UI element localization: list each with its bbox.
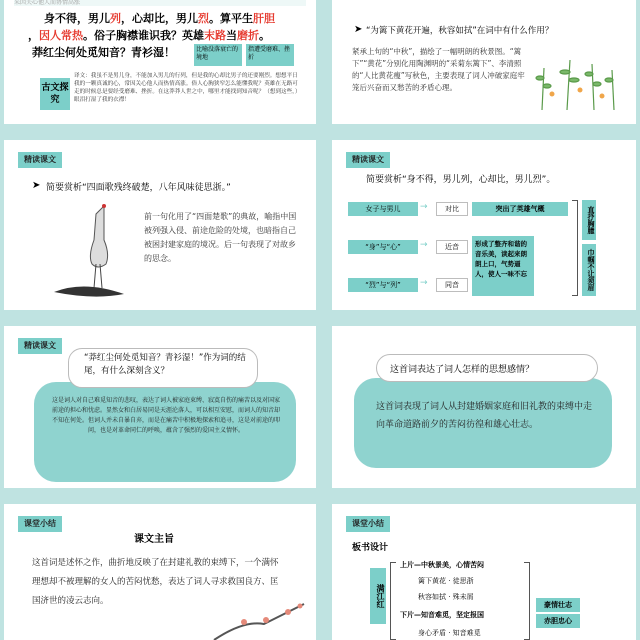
answer-text: 紧承上句的“中秋”，描绘了一幅明朗的秋景图。“篱下”“黄花”分别化用陶渊明的“采菊东篱下”、李清照的“人比黄花瘦”写秋色，主要表现了词人冲破家庭牢笼后兴奋而又愁苦的矛盾心理。	[352, 47, 525, 92]
bracket	[572, 200, 578, 296]
row-2-heading: 下片—知音难觅，坚定报国	[400, 611, 484, 619]
slide-yellow-flowers[interactable]	[332, 0, 636, 124]
section-tag: 课堂小结	[346, 516, 390, 532]
left-label-3: “烈”与“列”	[348, 278, 418, 292]
answer-text: 这首词表现了词人从封建婚姻家庭和旧礼教的束缚中走向革命道路前夕的苦闷彷徨和雄心壮志。	[376, 402, 593, 430]
poem-line-1: 身不得，男儿列，心却比，男儿烈。算平生肝胆	[44, 12, 275, 25]
heading-text: 简要赏析“四面歌残终破楚，八年风味徒思浙。”	[46, 183, 231, 193]
green-plants-icon	[532, 50, 622, 114]
row-2-item-a: 身心矛盾 · 知音难觅	[418, 629, 481, 637]
bracket-left	[390, 562, 396, 640]
vertical-label-1: 直抒胸臆	[582, 200, 596, 240]
result-box-2: 形成了整齐和谐的音乐美，读起来朗朗上口，气势逼人，使人一味不忘	[472, 236, 534, 296]
conclusion-2: 赤胆忠心	[536, 614, 580, 628]
slide-close-reading-2[interactable]	[332, 140, 636, 310]
left-label-2: “身”与“心”	[348, 240, 418, 254]
heading-text: 简要赏析“身不得，男儿列，心却比，男儿烈”。	[366, 175, 556, 185]
title-text: 课文主旨	[134, 534, 174, 545]
body-text: 前一句化用了“四面楚歌”的典故，喻指中国被列强入侵、前途危险的处境，也暗指自己被困封建家庭的境况。后一句表现了对故乡的思念。	[144, 212, 297, 263]
slide-thoughts-feelings[interactable]	[332, 326, 636, 488]
row-1-item-a: 篱下黄花 · 徒思浙	[418, 577, 474, 585]
section-tag: 精读课文	[346, 152, 390, 168]
question-arrow-icon: ➤	[354, 24, 363, 35]
bracket-right	[524, 562, 530, 640]
top-strip	[14, 0, 306, 6]
question-text: “为篱下黄花开遍，秋容如拭”在词中有什么作用？	[366, 26, 554, 36]
slide-close-reading-3[interactable]	[4, 326, 316, 488]
section-tag: 精读课文	[18, 152, 62, 168]
heading-arrow-icon: ➤	[32, 180, 41, 191]
row-1-item-b: 秋容如拭 · 殊未屑	[418, 593, 474, 601]
title-text: 板书设计	[352, 543, 389, 553]
mid-label-2: 近音	[436, 240, 468, 254]
left-label-1: 女子与男儿	[348, 202, 418, 216]
crane-ink-painting-icon	[44, 200, 134, 300]
poem-line-2: ，因人常热。俗子胸襟谁识我？英雄末路当磨折。	[28, 29, 270, 42]
row-1-heading: 上片—中秋景美，心情苦闷	[400, 561, 484, 569]
slide-summary-theme[interactable]	[4, 504, 316, 640]
annotation-note-1: 比喻没落衰亡的境地	[194, 44, 242, 66]
question-text: “莽红尘何处觅知音？青衫湿！”作为词的结尾，有什么深刻含义？	[84, 353, 246, 376]
slide-close-reading-1[interactable]	[4, 140, 316, 310]
plum-blossom-icon	[204, 600, 314, 640]
arrow-1-icon: →	[420, 202, 428, 212]
arrow-3-icon: →	[420, 278, 428, 288]
slide-classical-inquiry[interactable]	[4, 0, 316, 124]
vertical-label-2: 巾帼不让须眉	[582, 244, 596, 296]
poem-line-3: 莽红尘何处觅知音？青衫湿！	[32, 46, 175, 59]
translation-text: 译文：我虽不是男儿身，不能加入男儿的行列，但是我的心却比男子的还要刚烈。想想平日我的一颗真诚的心，常因关心他人而热情高涨。俗人心胸狭窄怎么能懂我呢？英雄在无路可走的时候总是要经受磨难、挫折。在这莽莽人世之中，哪里才能找到知音呢？（想到这些，）眼泪打湿了我的衣襟！	[74, 73, 301, 103]
strip-text: 采因关心他人而协情高涨	[14, 0, 81, 6]
annotation-note-2: 指遭受磨难、挫折	[246, 44, 294, 66]
result-box-1: 突出了英雄气概	[472, 202, 568, 216]
arrow-2-icon: →	[420, 240, 428, 250]
body-text: 这首词是述怀之作，曲折地反映了在封建礼教的束缚下，一个满怀理想却不被理解的女人的苦闷忧愁，表达了词人寻求救国良方、匡国济世的凌云志向。	[32, 558, 279, 606]
side-label: 古文探究	[40, 78, 70, 110]
poem-title: 满江红	[370, 568, 386, 624]
slide-board-design[interactable]	[332, 504, 636, 640]
section-tag: 精读课文	[18, 338, 62, 354]
mid-label-3: 同音	[436, 278, 468, 292]
section-tag: 课堂小结	[18, 516, 62, 532]
answer-text: 这是词人对自己难觅知音的悲叹，表达了词人被家庭束缚、寂寞自伤的痛苦以及对国家前途的担心和忧虑。显然女和白居易同是天涯沦落人，可以相互安慰，而词人的知音却不知在何处。但词人并未自暴自弃，而是在痛苦中积极地探索和追寻，这是对前途的叩问，也是对革命同仁的呼唤，蕴含了强烈的爱国主义情怀。	[51, 397, 280, 434]
question-text: 这首词表达了词人怎样的思想感情？	[390, 365, 535, 375]
mid-label-1: 对比	[436, 202, 468, 216]
conclusion-1: 豪情壮志	[536, 598, 580, 612]
